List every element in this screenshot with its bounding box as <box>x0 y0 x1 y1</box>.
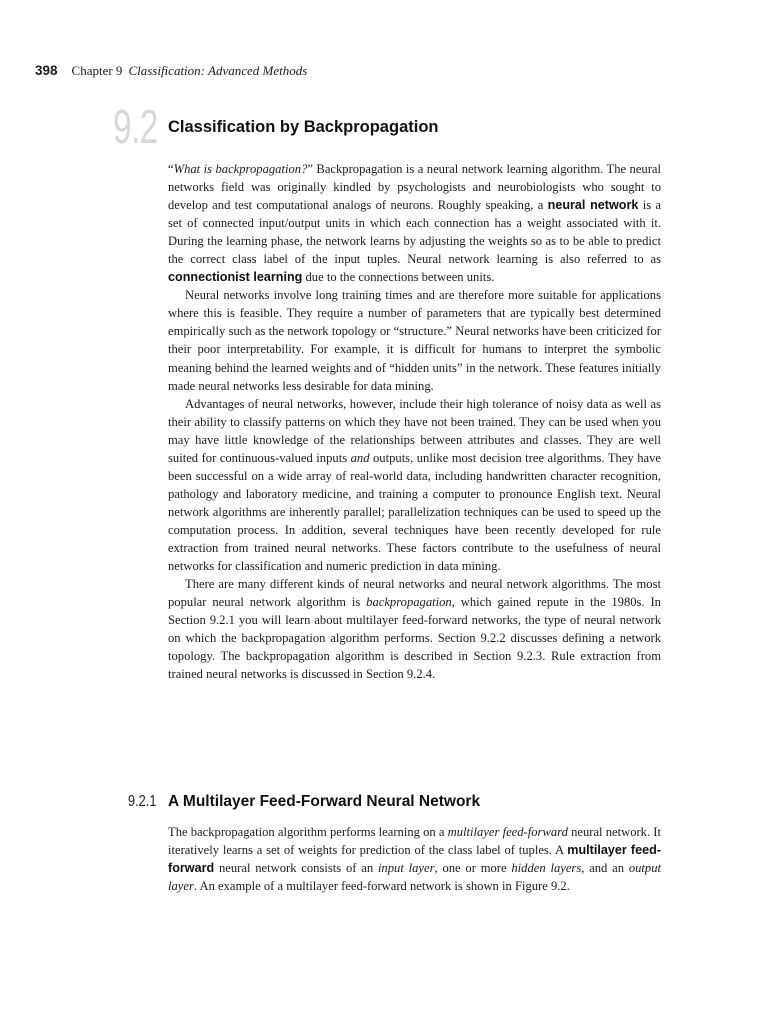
keyword-multilayer-feed-forward: multilayer feed-forward <box>168 843 661 876</box>
emphasis: and <box>350 450 370 465</box>
paragraph-5 <box>168 823 661 895</box>
paragraph-2: Neural networks involve long training times and are therefore more suitable for applications where this is feasible. They require a number of parameters that are typically best determined empirically such as the network topology or “structure.” Neural networks have been criticized for their poor interpretability. For example, it is difficult for humans to interpret the symbolic meaning behind the learned weights and of “hidden units” in the network. These features initially made neural networks less desirable for data mining. <box>168 288 661 393</box>
text-run: due to the connections between units. <box>302 270 495 285</box>
section-number: 9.2 <box>113 101 158 154</box>
text-run: . An example of a multilayer feed-forward network is shown in Figure 9.2. <box>193 879 570 894</box>
emphasis: input layer <box>377 861 435 876</box>
section-body <box>168 160 661 683</box>
section-title: Classification by Backpropagation <box>168 118 439 136</box>
text-run: , which gained repute in the 1980s. In Section 9.2.1 you will learn about multilayer feed-forward networks, the type of neural network on which the backpropagation algorithm performs. Section 9.2.2 discusses defining a network topology. The backpropagation algorithm is described in Section 9.2.3. Rule extraction from trained neural networks is discussed in Section 9.2.4. <box>168 595 661 682</box>
text-run: , and an <box>581 861 629 876</box>
text-run: outputs, unlike most decision tree algorithms. They have been successful on a wide array of real-world data, including handwritten character recognition, pathology and laboratory medicine, and training a computer to pronounce English text. Neural network algorithms are inherently parallel; parallelization techniques can be used to speed up the computation process. In addition, several techniques have been recently developed for rule extraction from trained neural networks. These factors contribute to the usefulness of neural networks for classification and numeric prediction in data mining. <box>168 450 661 574</box>
chapter-title: Classification: Advanced Methods <box>128 63 308 78</box>
text-run: The backpropagation algorithm performs learning on a <box>168 825 448 839</box>
subsection-title: A Multilayer Feed-Forward Neural Network <box>168 793 481 810</box>
emphasis: hidden layers <box>511 861 582 876</box>
subsection-body <box>168 823 661 895</box>
text-run: “ <box>168 162 174 176</box>
emphasis-question: What is backpropagation? <box>173 162 308 176</box>
paragraph-1 <box>168 160 661 286</box>
keyword-connectionist-learning: connectionist learning <box>168 270 303 285</box>
text-run: neural network. It iteratively learns a set of weights for prediction of the class label of tuples. A <box>168 825 662 858</box>
text-run: ” Backpropagation is a neural network learning algorithm. The neural networks field was originally kindled by psychologists and neurobiologists who sought to develop and test computational analogs of neurons. Roughly speaking, a <box>168 162 661 213</box>
chapter-label: Chapter 9 <box>71 63 123 78</box>
page-number: 398 <box>35 63 58 78</box>
keyword-neural-network: neural network <box>547 198 639 213</box>
paragraph-3 <box>168 395 661 575</box>
text-run: There are many different kinds of neural networks and neural network algorithms. The most popular neural network algorithm is <box>168 577 661 610</box>
paragraph-4 <box>168 575 661 683</box>
emphasis: output layer <box>168 861 662 894</box>
emphasis: backpropagation <box>366 595 452 610</box>
text-run: , one or more <box>434 861 512 876</box>
subsection-number: 9.2.1 <box>128 793 157 810</box>
text-run: Advantages of neural networks, however, include their high tolerance of noisy data as well as their ability to classify patterns on which they have not been trained. They can be used when you may have little knowledge of the relationships between attributes and classes. They are well suited for continuous-valued inputs <box>168 396 661 465</box>
text-run: neural network consists of an <box>214 861 378 876</box>
running-header <box>35 61 307 81</box>
emphasis: multilayer feed-forward <box>447 825 568 839</box>
text-run: is a set of connected input/output units in which each connection has a weight associated with it. During the learning phase, the network learns by adjusting the weights so as to be able to predict the correct class label of the input tuples. Neural network learning is also referred to as <box>168 198 661 267</box>
